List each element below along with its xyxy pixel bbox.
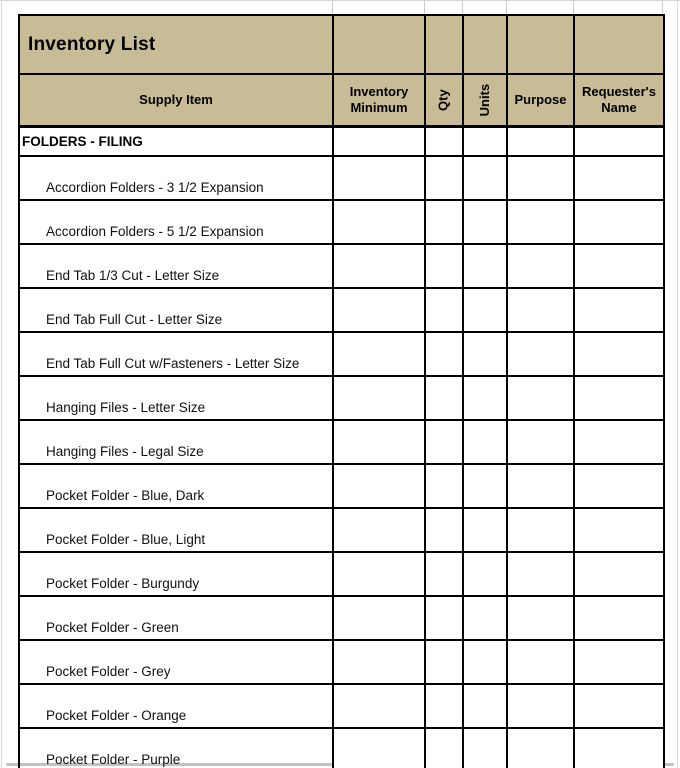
units-cell[interactable]: [463, 420, 507, 464]
purpose-cell[interactable]: [507, 288, 574, 332]
purpose-cell[interactable]: [507, 376, 574, 420]
inventory-minimum-cell[interactable]: [333, 728, 425, 768]
units-cell[interactable]: [463, 684, 507, 728]
qty-cell[interactable]: [425, 596, 463, 640]
table-row: [19, 464, 664, 508]
supply-item-cell: End Tab Full Cut w/Fasteners - Letter Size: [19, 332, 333, 376]
column-header-requesters-name: [574, 74, 664, 127]
inventory-minimum-cell[interactable]: [333, 420, 425, 464]
units-cell[interactable]: [463, 376, 507, 420]
purpose-cell[interactable]: [507, 420, 574, 464]
units-cell[interactable]: [463, 127, 507, 157]
table-row: [19, 728, 664, 768]
qty-cell[interactable]: [425, 127, 463, 157]
qty-cell[interactable]: [425, 244, 463, 288]
supply-item-cell: Accordion Folders - 5 1/2 Expansion: [19, 200, 333, 244]
inventory-minimum-cell[interactable]: [333, 376, 425, 420]
category-row: [19, 127, 664, 157]
inventory-table: [18, 14, 665, 768]
qty-cell[interactable]: [425, 420, 463, 464]
title-spacer-cell: [507, 15, 574, 74]
purpose-cell[interactable]: [507, 552, 574, 596]
units-cell[interactable]: [463, 332, 507, 376]
requesters-name-cell[interactable]: [574, 156, 664, 200]
title-spacer-cell: [333, 15, 425, 74]
inventory-minimum-cell[interactable]: [333, 332, 425, 376]
units-cell[interactable]: [463, 728, 507, 768]
requesters-name-cell[interactable]: [574, 596, 664, 640]
qty-cell[interactable]: [425, 200, 463, 244]
category-label: FOLDERS - FILING: [19, 127, 333, 157]
units-cell[interactable]: [463, 288, 507, 332]
table-row: [19, 244, 664, 288]
purpose-cell[interactable]: [507, 464, 574, 508]
column-header-label: Inventory Minimum: [349, 83, 409, 115]
requesters-name-cell[interactable]: [574, 684, 664, 728]
units-cell[interactable]: [463, 596, 507, 640]
column-header-purpose: [507, 74, 574, 127]
requesters-name-cell[interactable]: [574, 200, 664, 244]
requesters-name-cell[interactable]: [574, 420, 664, 464]
inventory-minimum-cell[interactable]: [333, 596, 425, 640]
qty-cell[interactable]: [425, 332, 463, 376]
title-row: [19, 15, 664, 74]
qty-cell[interactable]: [425, 684, 463, 728]
gridline-stub: [424, 1, 425, 15]
column-header-units: [463, 74, 507, 127]
supply-item-cell: Accordion Folders - 3 1/2 Expansion: [19, 156, 333, 200]
column-header-inventory-minimum: [333, 74, 425, 127]
qty-cell[interactable]: [425, 728, 463, 768]
column-header-qty: [425, 74, 463, 127]
qty-cell[interactable]: [425, 464, 463, 508]
table-row: [19, 508, 664, 552]
supply-item-cell: Hanging Files - Letter Size: [19, 376, 333, 420]
units-cell[interactable]: [463, 200, 507, 244]
supply-item-cell: Pocket Folder - Blue, Dark: [19, 464, 333, 508]
table-row: [19, 684, 664, 728]
column-header-label-rotated: Units: [476, 83, 492, 117]
supply-item-cell: Pocket Folder - Purple: [19, 728, 333, 768]
title-spacer-cell: [463, 15, 507, 74]
qty-cell[interactable]: [425, 376, 463, 420]
qty-cell[interactable]: [425, 508, 463, 552]
inventory-minimum-cell[interactable]: [333, 552, 425, 596]
supply-item-cell: Pocket Folder - Burgundy: [19, 552, 333, 596]
purpose-cell[interactable]: [507, 596, 574, 640]
inventory-minimum-cell[interactable]: [333, 200, 425, 244]
table-row: [19, 332, 664, 376]
purpose-cell[interactable]: [507, 508, 574, 552]
gridline-stub: [573, 1, 574, 15]
table-row: [19, 288, 664, 332]
qty-cell[interactable]: [425, 552, 463, 596]
table-row: [19, 552, 664, 596]
inventory-minimum-cell[interactable]: [333, 288, 425, 332]
requesters-name-cell[interactable]: [574, 288, 664, 332]
requesters-name-cell[interactable]: [574, 464, 664, 508]
title-spacer-cell: [425, 15, 463, 74]
purpose-cell[interactable]: [507, 127, 574, 157]
purpose-cell[interactable]: [507, 332, 574, 376]
table-row: [19, 376, 664, 420]
column-header-label: Requester's Name: [582, 83, 656, 115]
requesters-name-cell[interactable]: [574, 244, 664, 288]
qty-cell[interactable]: [425, 640, 463, 684]
column-header-supply-item: [19, 74, 333, 127]
frame-right-line: [677, 0, 678, 768]
table-row: [19, 596, 664, 640]
supply-item-cell: Pocket Folder - Orange: [19, 684, 333, 728]
requesters-name-cell[interactable]: [574, 508, 664, 552]
purpose-cell[interactable]: [507, 200, 574, 244]
inventory-minimum-cell[interactable]: [333, 684, 425, 728]
frame-left-line: [1, 0, 2, 768]
purpose-cell[interactable]: [507, 728, 574, 768]
requesters-name-cell[interactable]: [574, 127, 664, 157]
units-cell[interactable]: [463, 464, 507, 508]
gridline-stub: [462, 1, 463, 15]
gridline-stub: [332, 1, 333, 15]
requesters-name-cell[interactable]: [574, 640, 664, 684]
supply-item-cell: End Tab 1/3 Cut - Letter Size: [19, 244, 333, 288]
qty-cell[interactable]: [425, 288, 463, 332]
units-cell[interactable]: [463, 244, 507, 288]
inventory-minimum-cell[interactable]: [333, 244, 425, 288]
units-cell[interactable]: [463, 552, 507, 596]
requesters-name-cell[interactable]: [574, 552, 664, 596]
requesters-name-cell[interactable]: [574, 376, 664, 420]
table-row: [19, 200, 664, 244]
inventory-minimum-cell[interactable]: [333, 464, 425, 508]
units-cell[interactable]: [463, 156, 507, 200]
title-spacer-cell: [574, 15, 664, 74]
column-header-row: [19, 74, 664, 127]
supply-item-cell: Hanging Files - Legal Size: [19, 420, 333, 464]
supply-item-cell: End Tab Full Cut - Letter Size: [19, 288, 333, 332]
purpose-cell[interactable]: [507, 640, 574, 684]
column-header-label: Purpose: [514, 91, 567, 107]
inventory-minimum-cell[interactable]: [333, 127, 425, 157]
requesters-name-cell[interactable]: [574, 728, 664, 768]
units-cell[interactable]: [463, 508, 507, 552]
gridline-stub: [506, 1, 507, 15]
purpose-cell[interactable]: [507, 156, 574, 200]
column-header-label: Supply Item: [139, 91, 213, 107]
qty-cell[interactable]: [425, 156, 463, 200]
units-cell[interactable]: [463, 640, 507, 684]
inventory-minimum-cell[interactable]: [333, 508, 425, 552]
table-row: [19, 640, 664, 684]
supply-item-cell: Pocket Folder - Green: [19, 596, 333, 640]
table-row: [19, 156, 664, 200]
column-header-label-rotated: Qty: [435, 89, 451, 111]
inventory-minimum-cell[interactable]: [333, 156, 425, 200]
frame-top-line: [0, 0, 680, 1]
purpose-cell[interactable]: [507, 684, 574, 728]
page-title: Inventory List: [19, 15, 333, 74]
gridline-stub: [662, 1, 663, 15]
supply-item-cell: Pocket Folder - Blue, Light: [19, 508, 333, 552]
supply-item-cell: Pocket Folder - Grey: [19, 640, 333, 684]
purpose-cell[interactable]: [507, 244, 574, 288]
requesters-name-cell[interactable]: [574, 332, 664, 376]
table-row: [19, 420, 664, 464]
inventory-minimum-cell[interactable]: [333, 640, 425, 684]
